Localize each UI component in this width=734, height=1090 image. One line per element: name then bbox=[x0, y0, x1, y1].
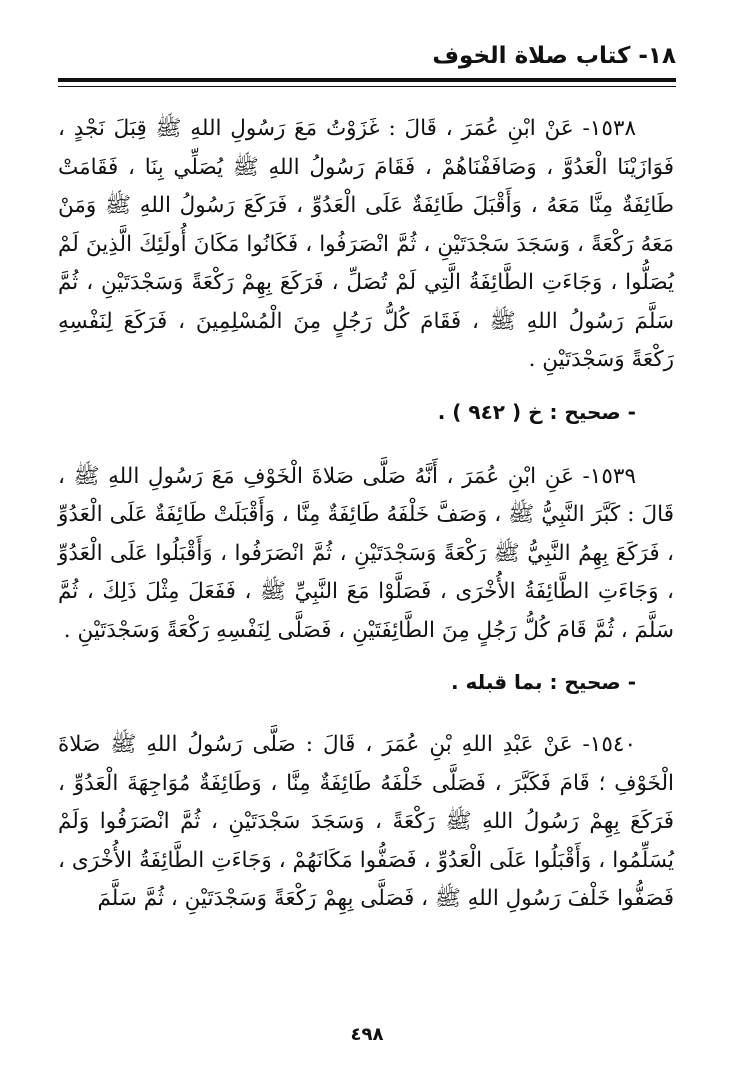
page-body bbox=[58, 110, 674, 919]
hadith-1538 bbox=[58, 110, 674, 380]
header-divider-thin bbox=[58, 86, 676, 87]
hadith-1540 bbox=[58, 726, 674, 919]
page-header bbox=[58, 38, 676, 82]
hadith-1539 bbox=[58, 458, 674, 651]
header-divider-thick bbox=[58, 78, 676, 82]
chapter-title: ١٨- كتاب صلاة الخوف bbox=[432, 43, 676, 69]
hadith-text: ١٥٣٩- عَنِ ابْنِ عُمَرَ ، أَنَّهُ صَلَّى صَلاةَ الْخَوْفِ مَعَ رَسُولِ اللهِ ﷺ ، قَالَ : كَبَّرَ النَّبِيُّ ﷺ ، وَصَفَّ خَلْفَهُ طَائِفَةٌ مِنَّا ، وَأَقْبَلَتْ طَائِفَةٌ عَلَى الْعَدُوِّ ، فَرَكَعَ بِهِمُ النَّبِيُّ ﷺ رَكْعَةً وَسَجْدَتَيْنِ ، ثُمَّ انْصَرَفُوا ، وَأَقْبَلُوا عَلَى الْعَدُوِّ ، وَجَاءَتِ الطَّائِفَةُ الأُخْرَى ، فَصَلَّوْا مَعَ النَّبِيِّ ﷺ ، فَفَعَلَ مِثْلَ ذَلِكَ ، ثُمَّ سَلَّمَ ، ثُمَّ قَامَ كُلُّ رَجُلٍ مِنَ الطَّائِفَتَيْنِ ، فَصَلَّى لِنَفْسِهِ رَكْعَةً وَسَجْدَتَيْنِ . bbox=[58, 463, 674, 643]
hadith-text: ١٥٣٨- عَنْ ابْنِ عُمَرَ ، قَالَ : غَزَوْتُ مَعَ رَسُولِ اللهِ ﷺ قِبَلَ نَجْدٍ ، فَوَازَيْنَا الْعَدُوَّ ، وَصَافَفْنَاهُمْ ، فَقَامَ رَسُولُ اللهِ ﷺ يُصَلِّي بِنَا ، فَقَامَتْ طَائِفَةٌ مِنَّا مَعَهُ ، وَأَقْبَلَ طَائِفَةٌ عَلَى الْعَدُوِّ ، فَرَكَعَ رَسُولُ اللهِ ﷺ وَمَنْ مَعَهُ رَكْعَةً ، وَسَجَدَ سَجْدَتَيْنِ ، ثُمَّ انْصَرَفُوا ، فَكَانُوا مَكَانَ أُولَئِكَ الَّذِينَ لَمْ يُصَلُّوا ، وَجَاءَتِ الطَّائِفَةُ الَّتِي لَمْ تُصَلِّ ، فَرَكَعَ بِهِمْ رَكْعَةً وَسَجْدَتَيْنِ ، ثُمَّ سَلَّمَ رَسُولُ اللهِ ﷺ ، فَقَامَ كُلُّ رَجُلٍ مِنَ الْمُسْلِمِينَ ، فَرَكَعَ لِنَفْسِهِ رَكْعَةً وَسَجْدَتَيْنِ . bbox=[58, 116, 674, 372]
hadith-grade: - صحيح : خ ( ٩٤٢ ) . bbox=[437, 399, 636, 424]
hadith-grade: - صحيح : بما قبله . bbox=[450, 670, 636, 694]
hadith-text: ١٥٤٠- عَنْ عَبْدِ اللهِ بْنِ عُمَرَ ، قَالَ : صَلَّى رَسُولُ اللهِ ﷺ صَلاةَ الْخَوْفِ ؛ قَامَ فَكَبَّرَ ، فَصَلَّى خَلْفَهُ طَائِفَةٌ مِنَّا ، وَطَائِفَةٌ مُوَاجِهَةَ الْعَدُوِّ ، فَرَكَعَ بِهِمْ رَسُولُ اللهِ ﷺ رَكْعَةً ، وَسَجَدَ سَجْدَتَيْنِ ، ثُمَّ انْصَرَفُوا وَلَمْ يُسَلِّمُوا ، وَأَقْبَلُوا عَلَى الْعَدُوِّ ، فَصَفُّوا مَكَانَهُمْ ، وَجَاءَتِ الطَّائِفَةُ الأُخْرَى ، فَصَفُّوا خَلْفَ رَسُولِ اللهِ ﷺ ، فَصَلَّى بِهِمْ رَكْعَةً وَسَجْدَتَيْنِ ، ثُمَّ سَلَّمَ bbox=[58, 732, 674, 911]
page-number: ٤٩٨ bbox=[350, 1024, 384, 1045]
